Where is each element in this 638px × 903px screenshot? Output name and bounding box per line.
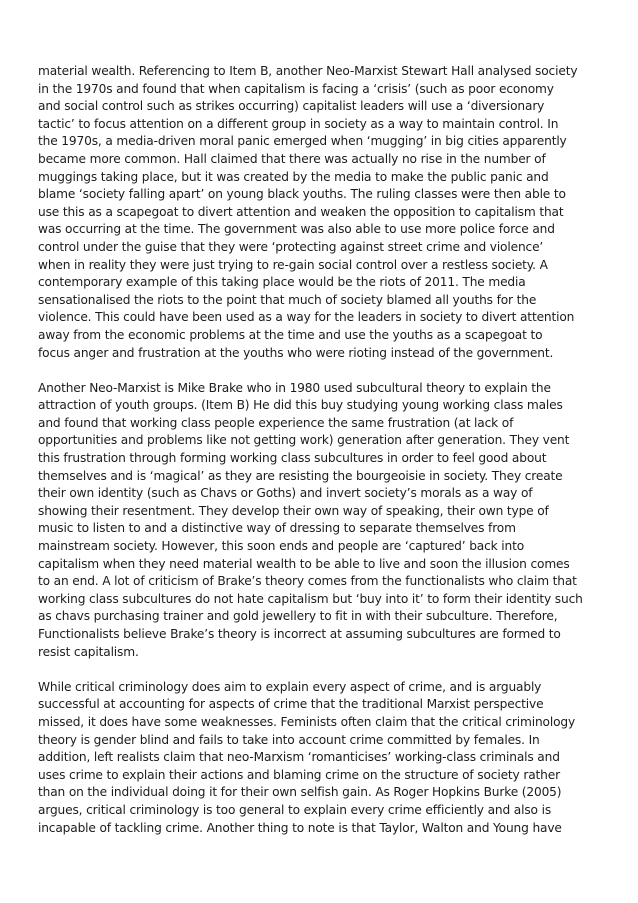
text-line: material wealth. Referencing to Item B, another Neo-Marxist Stewart Hall analysed society bbox=[38, 64, 578, 78]
text-line: and found that working class people experience the same frustration (at lack of bbox=[38, 415, 514, 430]
text-line: their own identity (such as Chavs or Goths) and invert society’s morals as a way of bbox=[38, 486, 533, 501]
text-line: showing their resentment. They develop their own way of speaking, their own type of bbox=[38, 503, 549, 518]
text-line: resist capitalism. bbox=[38, 644, 139, 659]
document-body bbox=[38, 63, 602, 855]
text-line: this frustration through forming working class subcultures in order to feel good about bbox=[38, 451, 547, 466]
text-line: themselves and is ‘magical’ as they are resisting the bourgeoisie in society. They create bbox=[38, 468, 563, 483]
text-line: became more common. Hall claimed that there was actually no rise in the number of bbox=[38, 151, 546, 166]
text-line: violence. This could have been used as a way for the leaders in society to divert attention bbox=[38, 310, 575, 325]
text-line: argues, critical criminology is too general to explain every crime efficiently and also is bbox=[38, 802, 552, 817]
text-line: was occurring at the time. The government was also able to use more police force and bbox=[38, 222, 555, 237]
paragraph-mike-brake bbox=[38, 380, 602, 662]
text-line: successful at accounting for aspects of crime that the traditional Marxist perspective bbox=[38, 697, 544, 712]
text-line: tactic’ to focus attention on a different group in society as a way to maintain control. In bbox=[38, 116, 559, 131]
text-line: music to listen to and a distinctive way of dressing to separate themselves from bbox=[38, 521, 516, 536]
paragraph-critical-criminology bbox=[38, 679, 602, 837]
text-line: as chavs purchasing trainer and gold jewellery to fit in with their subculture. Therefore, bbox=[38, 609, 558, 624]
text-line: addition, left realists claim that neo-Marxism ‘romanticises’ working-class criminals and bbox=[38, 750, 560, 765]
text-line: control under the guise that they were ‘protecting against street crime and violence’ bbox=[38, 239, 544, 254]
text-line: to an end. A lot of criticism of Brake’s theory comes from the functionalists who claim that bbox=[38, 574, 577, 589]
text-line: muggings taking place, but it was created by the media to make the public panic and bbox=[38, 169, 549, 184]
text-line: Another Neo-Marxist is Mike Brake who in 1980 used subcultural theory to explain the bbox=[38, 380, 551, 395]
paragraph-stuart-hall bbox=[38, 63, 602, 362]
text-line: than on the individual doing it for their own selfish gain. As Roger Hopkins Burke (2005) bbox=[38, 785, 562, 800]
text-line: incapable of tackling crime. Another thing to note is that Taylor, Walton and Young have bbox=[38, 820, 562, 835]
text-line: theory is gender blind and fails to take into account crime committed by females. In bbox=[38, 732, 540, 747]
text-line: missed, it does have some weaknesses. Feminists often claim that the critical criminology bbox=[38, 714, 576, 729]
text-line: opportunities and problems like not getting work) generation after generation. They vent bbox=[38, 433, 570, 448]
text-line: when in reality they were just trying to re-gain social control over a restless society. A bbox=[38, 257, 548, 272]
text-line: blame ‘society falling apart’ on young black youths. The ruling classes were then able to bbox=[38, 187, 566, 202]
text-line: capitalism when they need material wealth to be able to live and soon the illusion comes bbox=[38, 556, 570, 571]
text-line: use this as a scapegoat to divert attention and weaken the opposition to capitalism that bbox=[38, 204, 564, 219]
text-line: attraction of youth groups. (Item B) He did this buy studying young working class males bbox=[38, 398, 563, 413]
text-line: in the 1970s and found that when capitalism is facing a ‘crisis’ (such as poor economy bbox=[38, 81, 554, 96]
text-line: While critical criminology does aim to explain every aspect of crime, and is arguably bbox=[38, 679, 542, 694]
text-line: working class subcultures do not hate capitalism but ‘buy into it’ to form their identity such bbox=[38, 591, 583, 606]
text-line: uses crime to explain their actions and blaming crime on the structure of society rather bbox=[38, 767, 560, 782]
text-line: away from the economic problems at the time and use the youths as a scapegoat to bbox=[38, 327, 543, 342]
text-line: focus anger and frustration at the youths who were rioting instead of the government. bbox=[38, 345, 554, 360]
text-line: sensationalised the riots to the point that much of society blamed all youths for the bbox=[38, 292, 537, 307]
text-line: Functionalists believe Brake’s theory is incorrect at assuming subcultures are formed to bbox=[38, 627, 561, 641]
text-line: the 1970s, a media-driven moral panic emerged when ‘mugging’ in big cities apparently bbox=[38, 134, 567, 149]
text-line: contemporary example of this taking place would be the riots of 2011. The media bbox=[38, 275, 526, 290]
text-line: and social control such as strikes occurring) capitalist leaders will use a ‘diversionary bbox=[38, 99, 545, 114]
text-line: mainstream society. However, this soon ends and people are ‘captured’ back into bbox=[38, 539, 525, 554]
